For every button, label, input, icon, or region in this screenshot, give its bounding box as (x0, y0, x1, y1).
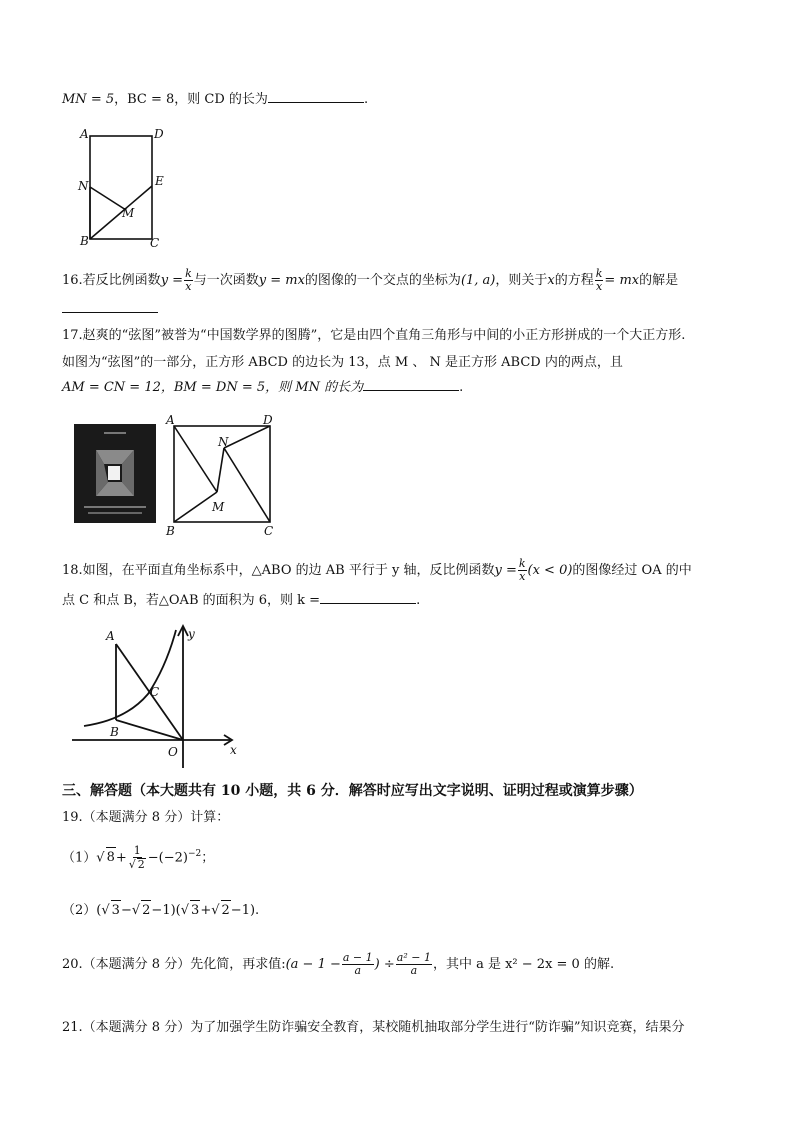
q15-text (62, 90, 368, 110)
q16-y-eq: y = (160, 273, 184, 288)
q18-cond: (x < 0) (527, 563, 573, 578)
q18-label-b: B (110, 725, 119, 739)
q16-suffix: 的解是 (639, 273, 679, 288)
q20-f2-den: a (410, 964, 418, 977)
q18-line2-text: 点 C 和点 B，若△OAB 的面积为 6，则 k = (62, 593, 321, 608)
q16-fraction (184, 268, 193, 293)
q17-line3 (62, 378, 463, 398)
q20-expr-b: ) ÷ (374, 957, 395, 972)
q18-line1 (62, 558, 692, 583)
q15-label-n: N (78, 179, 89, 193)
q19-p1-tail: −(−2) (147, 850, 188, 866)
xian-tu-photo (74, 424, 156, 523)
q16-frac-num: k (185, 267, 192, 280)
q17-label-m: M (212, 500, 225, 514)
q16-text (62, 268, 678, 293)
xian-tu-pattern-icon (74, 424, 156, 523)
q19-part1 (62, 844, 214, 871)
q15-answer-blank[interactable] (268, 90, 364, 103)
q15-label-b: B (80, 234, 89, 248)
q15-mn-expr: MN = 5 (62, 92, 115, 107)
q21-stem: 21.（本题满分 8 分）为了加强学生防诈骗安全教育，某校随机抽取部分学生进行“防诈骗”知识竞赛，结果分 (62, 1020, 685, 1035)
q16-answer-blank[interactable] (62, 300, 158, 313)
q18-frac-num: k (518, 557, 526, 570)
q19-p1-num: 1 (133, 843, 141, 857)
q17-label-c: C (264, 524, 274, 538)
q15-label-a: A (80, 127, 89, 141)
q18-line1-b: 的图像经过 OA 的中 (572, 563, 692, 578)
q19-p2-r3: 3 (111, 900, 121, 921)
q18-answer-blank[interactable] (320, 591, 416, 604)
q16-frac-den: x (185, 280, 192, 293)
q19-p1-label: （1） (62, 850, 97, 866)
q19-p1-exp: −2 (187, 849, 202, 859)
q18-frac-den: x (519, 570, 526, 583)
q15-tail-text: ，BC = 8，则 CD 的长为 (114, 92, 268, 107)
q19-p1-plus: + (115, 850, 127, 866)
q19-p1-rad: 8 (106, 847, 116, 868)
q16-prefix: 16.若反比例函数 (62, 273, 161, 288)
q15-end: . (363, 92, 369, 107)
q19-p2-plus: + (200, 903, 212, 918)
q18-fraction (518, 558, 527, 583)
q19-p1-den-rad: 2 (137, 857, 145, 871)
q19-p1-den: √ 2 (128, 857, 145, 871)
q18-figure (66, 622, 256, 772)
q15-label-c: C (150, 236, 160, 250)
q15-label-m: M (122, 206, 135, 220)
q17-label-b: B (166, 524, 175, 538)
q18-line2 (62, 591, 420, 611)
q18-label-o: O (168, 745, 178, 759)
q20-f2-num: a² − 1 (396, 951, 431, 964)
q19-p1-end: ； (201, 850, 215, 866)
q19-p2-r3b: 3 (190, 900, 200, 921)
q16-var: x (547, 273, 555, 288)
q19-p2-label: （2） (62, 903, 97, 918)
q16-frac2-num: k (595, 267, 603, 280)
q16-point: (1, a) (460, 273, 496, 288)
q17-answer-blank[interactable] (363, 378, 459, 391)
q16-mid: 与一次函数 (193, 273, 259, 288)
q17-end: . (459, 380, 464, 395)
q16-answer-line (62, 300, 158, 320)
q17-figure (162, 408, 282, 540)
q16-mid3: ，则关于 (495, 273, 548, 288)
radical-icon: √ (96, 850, 105, 866)
q18-label-y: y (188, 627, 195, 641)
q17-label-d: D (263, 413, 273, 427)
q19-p2-r2b: 2 (221, 900, 231, 921)
q19-stem: 19.（本题满分 8 分）计算： (62, 810, 230, 825)
q17-line2: 如图为“弦图”的一部分，正方形 ABCD 的边长为 13，点 M 、 N 是正方形 ABCD 内的两点，且 (62, 355, 623, 370)
q19-p2-minus: − (120, 903, 132, 918)
section-3-heading: 三、解答题（本大题共有 10 小题，共 6 分．解答时应写出文字说明、证明过程或演算步骤） (62, 783, 643, 799)
q18-y-eq: y = (494, 563, 517, 578)
q16-fraction-2 (595, 268, 604, 293)
q17-line3-text: AM = CN = 12，BM = DN = 5，则 MN 的长为 (62, 380, 364, 395)
q16-mid2: 的图像的一个交点的坐标为 (304, 273, 461, 288)
q16-frac2-den: x (595, 280, 603, 293)
q20-tail: ，其中 a 是 x² − 2x = 0 的解. (432, 957, 615, 972)
q18-label-x: x (230, 743, 237, 757)
q16-rhs: = mx (604, 273, 640, 288)
q18-line1-a: 18.如图，在平面直角坐标系中，△ABO 的边 AB 平行于 y 轴，反比例函数 (62, 563, 495, 578)
q17-line1: 17.赵爽的“弦图”被誉为“中国数学界的图腾”，它是由四个直角三角形与中间的小正方形拼成的一个大正方形. (62, 328, 686, 343)
q19-p2-rest2: −1). (230, 903, 260, 918)
q20-line (62, 952, 614, 977)
q18-end: . (416, 593, 421, 608)
q16-mid4: 的方程 (554, 273, 594, 288)
q20-stem: 20.（本题满分 8 分）先化简，再求值: (62, 957, 286, 972)
q16-linear: y = mx (258, 273, 305, 288)
q17-label-a: A (166, 413, 175, 427)
q20-fraction-2 (396, 952, 432, 977)
q17-label-n: N (218, 435, 229, 449)
q18-label-c: C (150, 685, 160, 699)
q19-p1-fraction (128, 845, 147, 871)
q20-f1-num: a − 1 (342, 951, 373, 964)
q20-f1-den: a (354, 964, 362, 977)
q15-label-e: E (155, 174, 164, 188)
q15-label-d: D (154, 127, 164, 141)
q19-part2: （2）(√ 3−√ 2−1)(√ 3+√ 2−1). (62, 900, 259, 921)
q19-p2-rest1: −1)( (151, 903, 181, 918)
q19-p2-open: ( (96, 903, 102, 918)
q20-expr-a: (a − 1 − (285, 957, 341, 972)
q19-p2-r2: 2 (141, 900, 151, 921)
q18-label-a: A (106, 629, 115, 643)
q15-figure (72, 122, 172, 252)
q20-fraction-1 (342, 952, 374, 977)
